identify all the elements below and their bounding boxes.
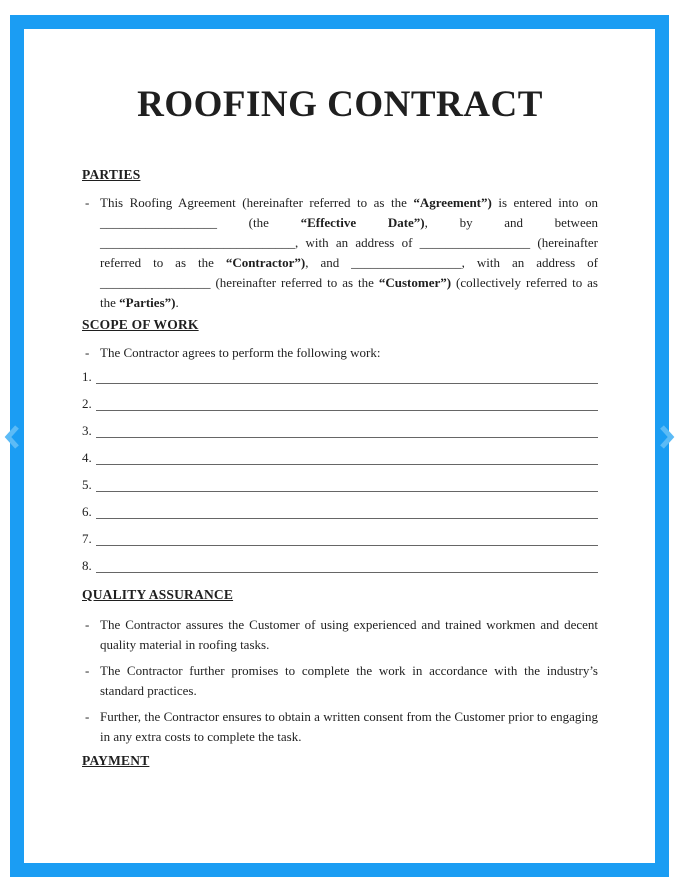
scope-item-number: 3. xyxy=(82,423,92,438)
term-effective-date: “Effective Date”) xyxy=(300,215,425,230)
scope-item-row xyxy=(82,363,598,390)
bullet-marker: - xyxy=(85,709,90,724)
scope-item-blank-line xyxy=(96,572,598,573)
contract-page xyxy=(24,29,655,863)
quality-bullet-text: Further, the Contractor ensures to obtain a written consent from the Customer prior to engaging in any extra costs to complete the task. xyxy=(100,709,598,744)
scope-item-row xyxy=(82,417,598,444)
scope-item-row xyxy=(82,444,598,471)
scope-intro xyxy=(82,343,598,363)
term-contractor: “Contractor”) xyxy=(225,255,306,270)
scope-item-number: 5. xyxy=(82,477,92,492)
scope-item-list xyxy=(82,363,598,579)
quality-bullet xyxy=(82,615,598,655)
quality-bullet-text: The Contractor further promises to complete the work in accordance with the industry’s standard practices. xyxy=(100,663,598,698)
scope-intro-text: The Contractor agrees to perform the following work: xyxy=(100,345,381,360)
document-title: ROOFING CONTRACT xyxy=(137,84,543,125)
scope-item-row xyxy=(82,525,598,552)
contract-frame xyxy=(10,15,669,877)
term-agreement: “Agreement”) xyxy=(413,195,492,210)
bullet-marker: - xyxy=(85,617,90,632)
scope-item-blank-line xyxy=(96,518,598,519)
quality-bullet xyxy=(82,661,598,701)
scope-item-blank-line xyxy=(96,383,598,384)
scope-item-number: 4. xyxy=(82,450,92,465)
parties-text-segment: is entered into on __________________ (the xyxy=(100,195,598,230)
scope-item-row xyxy=(82,471,598,498)
bullet-marker: - xyxy=(85,663,90,678)
scope-item-blank-line xyxy=(96,545,598,546)
parties-text-segment: This Roofing Agreement (hereinafter referred to as the xyxy=(100,195,414,210)
quality-bullet xyxy=(82,707,598,747)
parties-text-segment: , by and between ______________________________, with an address of _________________ (hereinafter referred to as the xyxy=(100,215,598,270)
parties-text-segment: . xyxy=(175,295,179,310)
scope-item-number: 6. xyxy=(82,504,92,519)
bullet-marker: - xyxy=(85,195,90,210)
quality-bullet-text: The Contractor assures the Customer of using experienced and trained workmen and decent quality material in roofing tasks. xyxy=(100,617,598,652)
bullet-marker: - xyxy=(85,345,90,360)
term-customer: “Customer”) xyxy=(378,275,452,290)
scope-item-row xyxy=(82,390,598,417)
scope-item-blank-line xyxy=(96,491,598,492)
scope-item-number: 2. xyxy=(82,396,92,411)
scope-item-blank-line xyxy=(96,464,598,465)
payment-heading: PAYMENT xyxy=(82,753,150,768)
parties-text-segment: , and _________________, with an address of _________________ (hereinafter referred to as the xyxy=(100,255,598,290)
parties-heading: PARTIES xyxy=(82,167,141,182)
parties-paragraph xyxy=(82,193,598,313)
term-parties: “Parties”) xyxy=(119,295,176,310)
scope-of-work-heading: SCOPE OF WORK xyxy=(82,317,199,332)
scope-item-blank-line xyxy=(96,410,598,411)
scope-item-number: 7. xyxy=(82,531,92,546)
scope-item-row xyxy=(82,552,598,579)
chevron-left-icon[interactable] xyxy=(4,424,20,450)
quality-assurance-heading: QUALITY ASSURANCE xyxy=(82,587,234,602)
parties-text xyxy=(100,193,598,313)
scope-item-number: 8. xyxy=(82,558,92,573)
chevron-right-icon[interactable] xyxy=(659,424,675,450)
scope-item-row xyxy=(82,498,598,525)
scope-item-blank-line xyxy=(96,437,598,438)
scope-item-number: 1. xyxy=(82,369,92,384)
parties-text-segment: (collectively referred to as the xyxy=(100,275,598,310)
